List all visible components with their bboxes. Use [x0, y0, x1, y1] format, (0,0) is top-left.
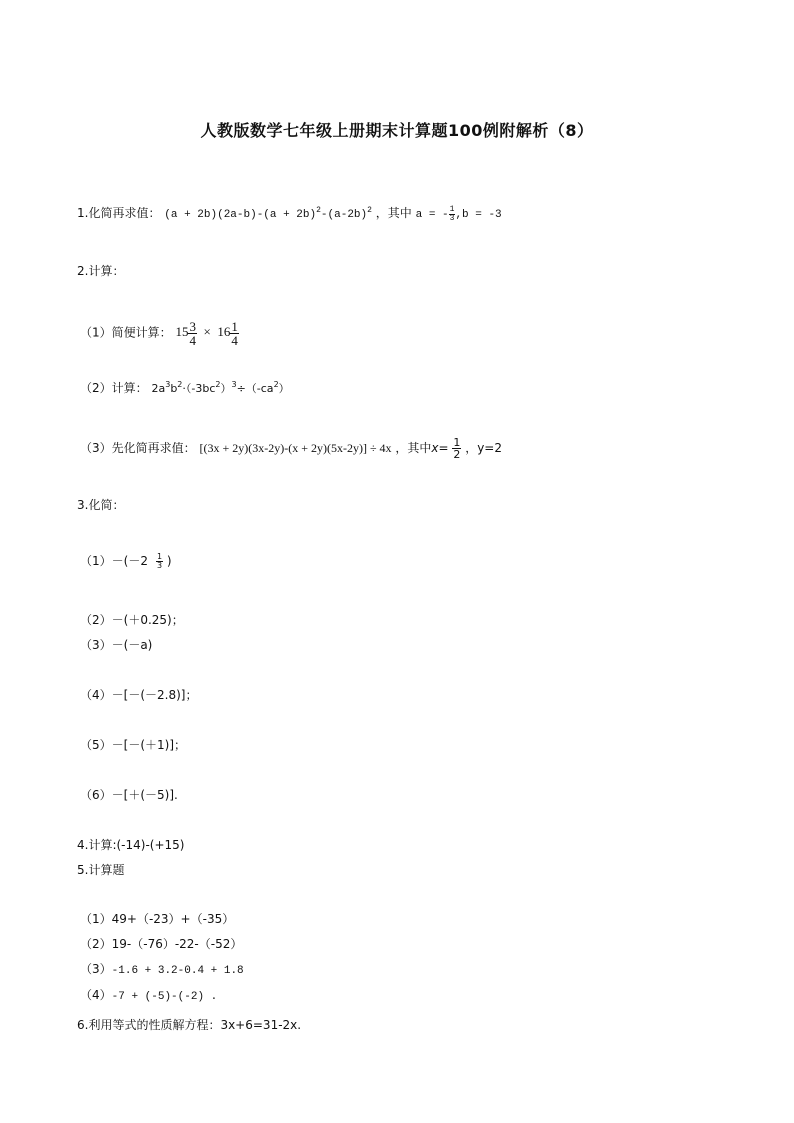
question-3-part-5: （5）－[－(＋1)]；	[80, 738, 186, 752]
question-5-part-4: （4）-7 + (-5)-(-2) .	[80, 988, 218, 1003]
question-3-part-4: （4）－[－(－2.8)]；	[80, 688, 198, 702]
question-1-label: 1.化简再求值：	[77, 206, 161, 220]
question-3-label: 3.化简：	[77, 498, 125, 512]
power-expression: $2a^3b^2\cdot(-3bc^2)^3\div(-ca^2)$	[151, 380, 290, 395]
question-1-values: a = - $\frac{1}{3}$ ,b = -3	[415, 204, 502, 223]
simplify-expression: [(3x + 2y)(3x-2y)-(x + 2y)(5x-2y)] ÷ 4x	[199, 441, 392, 455]
question-3-part-3: （3）－(－a)	[80, 638, 153, 652]
y-value: ，y=2	[465, 441, 502, 455]
question-2-part-2	[80, 380, 290, 397]
question-2-part-1	[80, 320, 239, 347]
question-1	[77, 205, 502, 223]
part-label: （3）先化简再求值：	[80, 441, 196, 455]
part-label: （1）简便计算：	[80, 325, 172, 340]
part-label: （2）计算：	[80, 381, 148, 395]
page-title: 人教版数学七年级上册期末计算题100例附解析（8）	[200, 121, 594, 140]
question-2-label: 2.计算：	[77, 264, 125, 278]
question-3-part-1: （1）－(－2 $\frac{1}{3}$ )	[80, 552, 172, 570]
question-4: 4.计算:(-14)-(+15)	[77, 838, 185, 852]
question-1-where: ，其中	[375, 206, 412, 220]
question-3-part-6: （6）－[＋(－5)].	[80, 788, 178, 802]
question-5-part-2: （2）19-（-76）-22-（-52）	[80, 937, 243, 951]
question-2-part-3: （3）先化简再求值： [(3x + 2y)(3x-2y)-(x + 2y)(5x-2y)] ÷ 4x ，其中x= $\frac{1}{2}$ ，y=2	[80, 436, 502, 461]
x-value-fraction: $\frac{1}{2}$	[453, 436, 461, 461]
question-5-label: 5.计算题	[77, 863, 125, 877]
question-1-expression: $(a + 2b)(2a-b)-(a + 2b)^2-(a-2b)^2$	[164, 206, 372, 221]
mixed-number-expression: 15 $\frac{3}{4}$ × 16 $\frac{1}{4}$	[175, 319, 238, 348]
question-6: 6.利用等式的性质解方程：3x+6=31-2x.	[77, 1018, 302, 1032]
question-5-part-1: （1）49+（-23）+（-35）	[80, 912, 235, 926]
question-3-part-2: （2）－(＋0.25)；	[80, 613, 184, 627]
question-5-part-3: （3）-1.6 + 3.2-0.4 + 1.8	[80, 962, 244, 977]
where-text: ，其中	[395, 441, 432, 455]
